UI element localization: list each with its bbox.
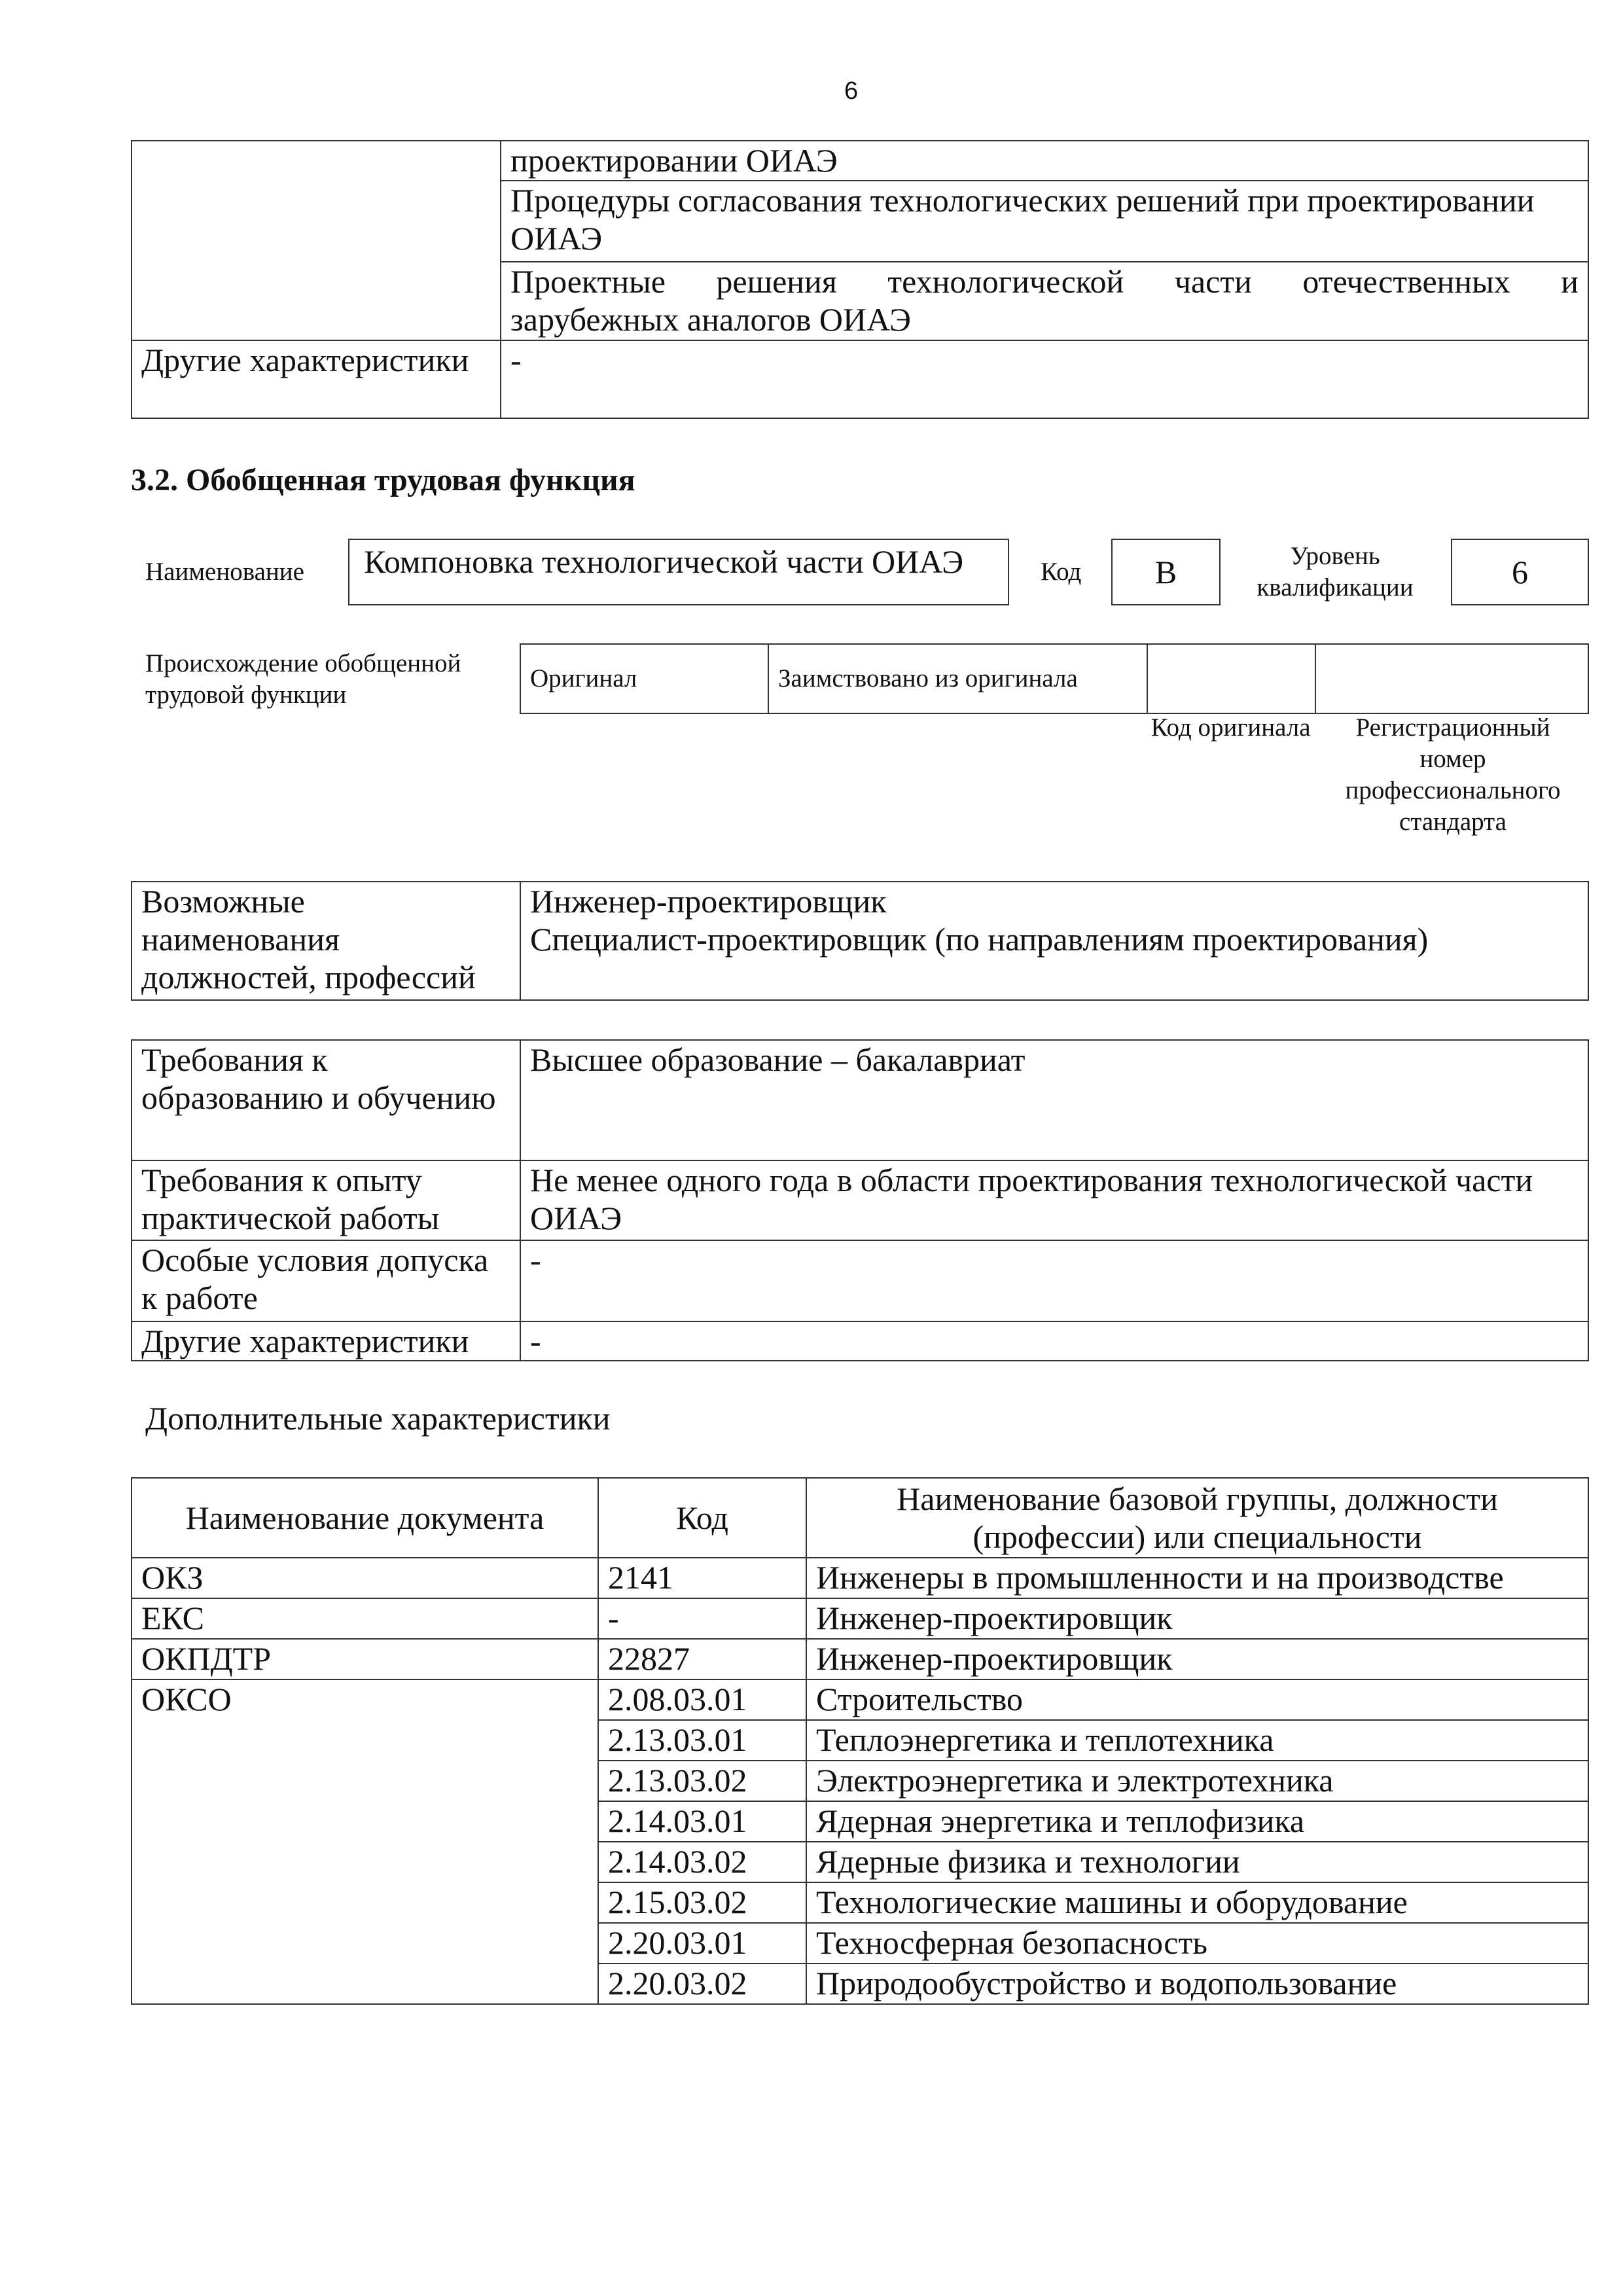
- level-label-line: квалификации: [1257, 573, 1414, 601]
- cell-line: зарубежных аналогов ОИАЭ: [510, 301, 911, 338]
- section-heading: 3.2. Обобщенная трудовая функция: [131, 463, 635, 497]
- row-label: Другие характеристики: [132, 340, 501, 418]
- cell-doc: ОКСО: [132, 1679, 598, 2004]
- cell-code: 2.13.03.02: [598, 1761, 806, 1801]
- cell-code: 2.20.03.01: [598, 1923, 806, 1964]
- cell-name: Технологические машины и оборудование: [806, 1882, 1588, 1923]
- cell-name: Инженер-проектировщик: [806, 1639, 1588, 1679]
- header-code: Код: [598, 1478, 806, 1558]
- cell-code: 2141: [598, 1558, 806, 1598]
- cell-code: 2.15.03.02: [598, 1882, 806, 1923]
- req-value: -: [520, 1240, 1588, 1321]
- requirements-table: [131, 1039, 1589, 1361]
- origin-label: Происхождение обобщенной трудовой функции: [145, 649, 461, 709]
- level-value-box: [1451, 539, 1589, 605]
- positions-table: [131, 881, 1589, 1001]
- cell-name: Инженер-проектировщик: [806, 1598, 1588, 1639]
- req-label: Требования к образованию и обучению: [132, 1040, 520, 1160]
- page-number: 6: [844, 77, 859, 105]
- position-item: Инженер-проектировщик: [530, 883, 887, 920]
- name-label: Наименование: [145, 558, 304, 586]
- req-value: Не менее одного года в области проектирования технологической части ОИАЭ: [520, 1160, 1588, 1240]
- origin-code-cell: [1147, 644, 1315, 713]
- additional-table: [131, 1477, 1589, 2005]
- table-row: [132, 1639, 1588, 1679]
- cell-doc: ЕКС: [132, 1598, 598, 1639]
- cell-value: Процедуры согласования технологических решений при проектировании ОИАЭ: [501, 181, 1588, 262]
- cell-code: 2.13.03.01: [598, 1720, 806, 1761]
- cell-name: Техносферная безопасность: [806, 1923, 1588, 1964]
- cell-name: Инженеры в промышленности и на производстве: [806, 1558, 1588, 1598]
- origin-reg-cell: [1315, 644, 1588, 713]
- origin-original: Оригинал: [520, 644, 768, 713]
- cell-doc: ОКПДТР: [132, 1639, 598, 1679]
- name-value-box: [348, 539, 1009, 605]
- cell-name: Ядерные физика и технологии: [806, 1842, 1588, 1882]
- table-row: [132, 1558, 1588, 1598]
- table-row: [132, 1679, 1588, 1720]
- header-name: Наименование базовой группы, должности (профессии) или специальности: [806, 1478, 1588, 1558]
- positions-label: Возможные наименования должностей, профессий: [132, 882, 520, 1000]
- table-continued: [131, 140, 1589, 419]
- origin-reg-caption: Регистрационный номер профессионального стандарта: [1345, 713, 1561, 836]
- cell-name: Природообустройство и водопользование: [806, 1964, 1588, 2004]
- cell-name: Теплоэнергетика и теплотехника: [806, 1720, 1588, 1761]
- req-label: Другие характеристики: [132, 1321, 520, 1361]
- cell-code: 2.20.03.02: [598, 1964, 806, 2004]
- level-value: 6: [1512, 554, 1528, 590]
- req-label: Требования к опыту практической работы: [132, 1160, 520, 1240]
- code-value: B: [1154, 554, 1177, 590]
- cell-name: Электроэнергетика и электротехника: [806, 1761, 1588, 1801]
- level-label: [1243, 541, 1427, 603]
- origin-borrowed: Заимствовано из оригинала: [768, 644, 1147, 713]
- cell-code: -: [598, 1598, 806, 1639]
- name-value: Компоновка технологической части ОИАЭ: [364, 543, 964, 580]
- empty-label-cell: [132, 141, 501, 340]
- cell-code: 22827: [598, 1639, 806, 1679]
- cell-value: проектировании ОИАЭ: [501, 141, 1588, 181]
- level-label-line: Уровень: [1290, 542, 1380, 570]
- cell-code: 2.14.03.02: [598, 1842, 806, 1882]
- req-label: Особые условия допуска к работе: [132, 1240, 520, 1321]
- cell-name: Строительство: [806, 1679, 1588, 1720]
- cell-code: 2.08.03.01: [598, 1679, 806, 1720]
- position-item: Специалист-проектировщик (по направлениям проектирования): [530, 921, 1429, 958]
- origin-code-caption: Код оригинала: [1150, 713, 1311, 742]
- cell-code: 2.14.03.01: [598, 1801, 806, 1842]
- code-label: Код: [1041, 558, 1082, 586]
- positions-values: [520, 882, 1588, 1000]
- additional-title: Дополнительные характеристики: [145, 1400, 611, 1437]
- cell-value: -: [501, 340, 1588, 418]
- cell-name: Ядерная энергетика и теплофизика: [806, 1801, 1588, 1842]
- cell-line: Проектные решения технологической части отечественных и: [510, 263, 1578, 300]
- req-value: -: [520, 1321, 1588, 1361]
- origin-table: [520, 643, 1589, 714]
- table-row: [132, 1598, 1588, 1639]
- cell-value: [501, 262, 1588, 340]
- req-value: Высшее образование – бакалавриат: [520, 1040, 1588, 1160]
- cell-doc: ОКЗ: [132, 1558, 598, 1598]
- header-doc: Наименование документа: [132, 1478, 598, 1558]
- code-value-box: [1111, 539, 1221, 605]
